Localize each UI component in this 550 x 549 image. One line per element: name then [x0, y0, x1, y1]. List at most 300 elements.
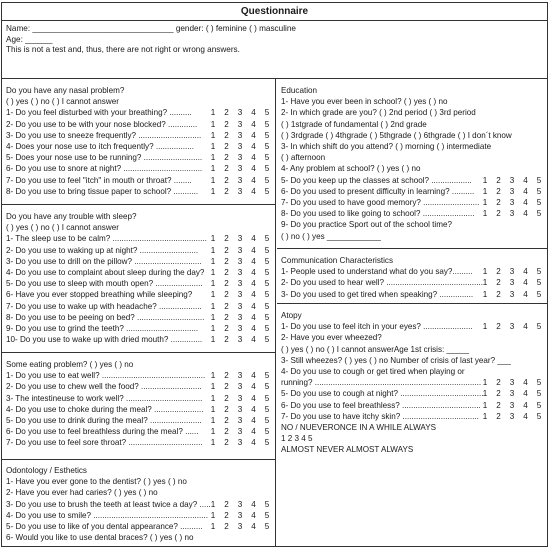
rating-option-4[interactable]: 4: [251, 108, 256, 118]
rating-option-4[interactable]: 4: [251, 324, 256, 334]
rating-option-1[interactable]: 1: [482, 322, 488, 332]
rating-option-2[interactable]: 2: [224, 175, 229, 185]
rating-option-5[interactable]: 5: [264, 427, 270, 437]
question-row: [6, 301, 272, 312]
rating-option-5[interactable]: 5: [536, 389, 542, 399]
rating-option-1[interactable]: 1: [482, 209, 488, 219]
question-text: 4- Do you use to complaint about sleep during the day?: [6, 268, 205, 278]
rating-option-5[interactable]: 5: [536, 198, 542, 208]
rating-option-2[interactable]: 2: [224, 382, 229, 392]
rating-option-1[interactable]: 1: [210, 164, 216, 174]
rating-option-4[interactable]: 4: [251, 312, 256, 322]
question-text: 9- Do you use to grind the teeth? ................................: [6, 324, 199, 334]
rating-option-5[interactable]: 5: [264, 324, 270, 334]
rating-scale[interactable]: [208, 256, 272, 267]
question-row: [281, 411, 544, 422]
rating-option-2[interactable]: 2: [496, 378, 501, 388]
rating-option-1[interactable]: 1: [482, 378, 488, 388]
rating-option-2[interactable]: 2: [496, 186, 501, 196]
rating-option-2[interactable]: 2: [224, 108, 229, 118]
rating-option-4[interactable]: 4: [251, 382, 256, 392]
rating-scale[interactable]: [208, 437, 272, 448]
rating-option-1[interactable]: 1: [210, 130, 216, 140]
rating-option-2[interactable]: 2: [224, 301, 229, 311]
rating-option-4[interactable]: 4: [523, 411, 528, 421]
rating-option-5[interactable]: 5: [264, 164, 270, 174]
question-row: [6, 487, 272, 498]
question-row: [6, 393, 272, 404]
rating-option-3[interactable]: 3: [237, 510, 243, 520]
question-row: [6, 521, 272, 532]
rating-scale[interactable]: [208, 393, 272, 404]
rating-option-1[interactable]: 1: [210, 245, 216, 255]
rating-option-2[interactable]: 2: [224, 416, 229, 426]
rating-scale[interactable]: [208, 119, 272, 130]
question-text: 3- Do you use to drill on the pillow? ..............................: [6, 256, 202, 266]
rating-option-4[interactable]: 4: [523, 378, 528, 388]
rating-scale[interactable]: [480, 208, 544, 219]
rating-option-2[interactable]: 2: [224, 290, 229, 300]
rating-option-2[interactable]: 2: [224, 335, 229, 345]
page-title: Questionnaire: [2, 3, 547, 21]
section-question: Education: [281, 86, 317, 95]
section-question: Some eating problem? ( ) yes ( ) no: [6, 360, 134, 369]
rating-option-3[interactable]: 3: [237, 186, 243, 196]
rating-option-1[interactable]: 1: [210, 256, 216, 266]
question-text: 1- Have you ever been in school? ( ) yes ( ) no: [281, 97, 448, 107]
rating-option-2[interactable]: 2: [224, 404, 229, 414]
question-row: [6, 141, 272, 152]
rating-option-3[interactable]: 3: [237, 382, 243, 392]
rating-option-4[interactable]: 4: [523, 186, 528, 196]
rating-option-4[interactable]: 4: [251, 438, 256, 448]
rating-option-4[interactable]: 4: [251, 290, 256, 300]
rating-option-2[interactable]: 2: [224, 268, 229, 278]
rating-scale[interactable]: [480, 277, 544, 288]
rating-scale[interactable]: [208, 312, 272, 323]
rating-option-4[interactable]: 4: [251, 142, 256, 152]
rating-option-2[interactable]: 2: [224, 522, 229, 532]
rating-option-2[interactable]: 2: [496, 267, 501, 277]
rating-option-4[interactable]: 4: [251, 393, 256, 403]
rating-option-1[interactable]: 1: [210, 438, 216, 448]
question-row: [6, 278, 272, 289]
rating-option-1[interactable]: 1: [210, 301, 216, 311]
rating-option-4[interactable]: 4: [523, 209, 528, 219]
question-text: 2- Have you ever wheezed?: [281, 333, 382, 343]
rating-scale[interactable]: [208, 499, 272, 510]
rating-scale[interactable]: [480, 411, 544, 422]
rating-option-4[interactable]: 4: [251, 427, 256, 437]
rating-option-1[interactable]: 1: [210, 119, 216, 129]
section-question: Odontology / Esthetics: [6, 466, 87, 475]
rating-option-5[interactable]: 5: [536, 175, 542, 185]
question-text: 3- Still wheezes? ( ) yes ( ) no Number of crisis of last year? ___: [281, 355, 511, 365]
rating-option-3[interactable]: 3: [509, 186, 515, 196]
question-row: [281, 186, 544, 197]
rating-scale[interactable]: [208, 186, 272, 197]
rating-option-4[interactable]: 4: [523, 267, 528, 277]
rating-option-3[interactable]: 3: [237, 164, 243, 174]
rating-option-2[interactable]: 2: [224, 279, 229, 289]
rating-option-5[interactable]: 5: [264, 268, 270, 278]
rating-option-4[interactable]: 4: [251, 186, 256, 196]
rating-option-3[interactable]: 3: [509, 411, 515, 421]
rating-option-3[interactable]: 3: [509, 289, 515, 299]
rating-option-3[interactable]: 3: [237, 245, 243, 255]
rating-option-1[interactable]: 1: [210, 290, 216, 300]
rating-option-5[interactable]: 5: [536, 209, 542, 219]
rating-option-5[interactable]: 5: [264, 312, 270, 322]
rating-option-4[interactable]: 4: [251, 164, 256, 174]
rating-option-1[interactable]: 1: [210, 324, 216, 334]
rating-option-5[interactable]: 5: [264, 510, 270, 520]
rating-option-5[interactable]: 5: [536, 267, 542, 277]
rating-scale[interactable]: [208, 381, 272, 392]
rating-scale[interactable]: [208, 521, 272, 532]
rating-option-4[interactable]: 4: [523, 278, 528, 288]
rating-option-3[interactable]: 3: [237, 427, 243, 437]
rating-option-5[interactable]: 5: [536, 378, 542, 388]
rating-option-4[interactable]: 4: [523, 289, 528, 299]
rating-option-1[interactable]: 1: [210, 312, 216, 322]
rating-option-2[interactable]: 2: [496, 278, 501, 288]
question-row: [6, 510, 272, 521]
rating-option-4[interactable]: 4: [251, 522, 256, 532]
rating-option-3[interactable]: 3: [509, 267, 515, 277]
rating-option-3[interactable]: 3: [237, 268, 243, 278]
rating-option-5[interactable]: 5: [536, 322, 542, 332]
rating-option-1[interactable]: 1: [482, 411, 488, 421]
rating-option-1[interactable]: 1: [210, 499, 216, 509]
rating-option-5[interactable]: 5: [536, 186, 542, 196]
question-row: [6, 152, 272, 163]
rating-option-1[interactable]: 1: [210, 186, 216, 196]
rating-option-1[interactable]: 1: [482, 289, 488, 299]
question-row: [6, 233, 272, 244]
rating-option-2[interactable]: 2: [224, 186, 229, 196]
rating-option-2[interactable]: 2: [496, 322, 501, 332]
rating-option-1[interactable]: 1: [210, 393, 216, 403]
rating-option-4[interactable]: 4: [251, 119, 256, 129]
rating-option-5[interactable]: 5: [264, 404, 270, 414]
rating-option-4[interactable]: 4: [251, 416, 256, 426]
rating-option-4[interactable]: 4: [251, 510, 256, 520]
rating-option-3[interactable]: 3: [237, 290, 243, 300]
rating-option-4[interactable]: 4: [251, 335, 256, 345]
rating-scale[interactable]: [480, 175, 544, 186]
rating-option-3[interactable]: 3: [237, 119, 243, 129]
rating-option-2[interactable]: 2: [224, 142, 229, 152]
rating-option-1[interactable]: 1: [482, 278, 488, 288]
rating-scale[interactable]: [208, 163, 272, 174]
rating-option-5[interactable]: 5: [264, 130, 270, 140]
rating-scale[interactable]: [208, 233, 272, 244]
question-row: [281, 321, 544, 332]
rating-option-3[interactable]: 3: [509, 209, 515, 219]
rating-option-5[interactable]: 5: [264, 290, 270, 300]
question-row: [6, 119, 272, 130]
rating-option-5[interactable]: 5: [264, 245, 270, 255]
section-question: Do you have any trouble with sleep?: [6, 212, 137, 221]
question-row: [6, 334, 272, 345]
question-text: 8- Do you used to like going to school? .......................: [281, 209, 475, 219]
rating-option-3[interactable]: 3: [237, 522, 243, 532]
rating-option-3[interactable]: 3: [509, 389, 515, 399]
question-text: 1- Do you feel disturbed with your breathing? ..........: [6, 108, 192, 118]
rating-option-5[interactable]: 5: [264, 234, 270, 244]
rating-scale[interactable]: [208, 130, 272, 141]
question-row: [281, 400, 544, 411]
rating-option-4[interactable]: 4: [251, 301, 256, 311]
age-line: Age: ______: [6, 34, 53, 44]
rating-option-2[interactable]: 2: [224, 499, 229, 509]
rating-option-2[interactable]: 2: [224, 119, 229, 129]
rating-option-3[interactable]: 3: [237, 371, 243, 381]
rating-option-2[interactable]: 2: [224, 245, 229, 255]
question-text: 6- Have you ever stopped breathing while sleeping?: [6, 290, 193, 300]
rating-option-5[interactable]: 5: [264, 499, 270, 509]
question-text: 1- Do you use to feel itch in your eyes? ......................: [281, 322, 473, 332]
rating-option-4[interactable]: 4: [251, 499, 256, 509]
question-text: 4- Any problem at school? ( ) yes ( ) no: [281, 164, 421, 174]
rating-option-2[interactable]: 2: [496, 400, 501, 410]
rating-option-1[interactable]: 1: [210, 427, 216, 437]
rating-option-2[interactable]: 2: [224, 153, 229, 163]
question-row: [281, 377, 544, 388]
rating-scale[interactable]: [208, 267, 272, 278]
rating-option-1[interactable]: 1: [210, 153, 216, 163]
rating-scale[interactable]: [480, 186, 544, 197]
rating-option-2[interactable]: 2: [224, 324, 229, 334]
question-text: 5- Do you use to drink during the meal? .......................: [6, 416, 202, 426]
rating-scale[interactable]: [208, 415, 272, 426]
rating-option-2[interactable]: 2: [224, 256, 229, 266]
rating-option-1[interactable]: 1: [210, 510, 216, 520]
question-text: 3- Do you use to brush the teeth at least twice a day? .....: [6, 499, 211, 509]
rating-option-3[interactable]: 3: [237, 404, 243, 414]
rating-scale[interactable]: [208, 370, 272, 381]
question-text: 2- Do you use to be with your nose blocked? .............: [6, 119, 198, 129]
rating-option-4[interactable]: 4: [251, 279, 256, 289]
rating-option-3[interactable]: 3: [237, 335, 243, 345]
rating-scale[interactable]: [208, 107, 272, 118]
rating-option-4[interactable]: 4: [523, 198, 528, 208]
rating-scale[interactable]: [208, 510, 272, 521]
rating-option-5[interactable]: 5: [264, 186, 270, 196]
question-row: [6, 186, 272, 197]
rating-option-3[interactable]: 3: [237, 256, 243, 266]
question-text: 9- Do you practice Sport out of the school time?: [281, 220, 452, 230]
rating-option-4[interactable]: 4: [523, 400, 528, 410]
rating-option-5[interactable]: 5: [264, 256, 270, 266]
rating-option-3[interactable]: 3: [237, 324, 243, 334]
question-text: 2- Do you use to waking up at night? ..........................: [6, 245, 199, 255]
rating-option-5[interactable]: 5: [536, 289, 542, 299]
rating-scale[interactable]: [480, 377, 544, 388]
rating-scale[interactable]: [208, 141, 272, 152]
rating-option-4[interactable]: 4: [251, 153, 256, 163]
rating-option-3[interactable]: 3: [237, 416, 243, 426]
rating-option-5[interactable]: 5: [264, 416, 270, 426]
rating-option-3[interactable]: 3: [509, 198, 515, 208]
rating-option-1[interactable]: 1: [210, 175, 216, 185]
question-text: 7- Do you used to have good memory? .........................: [281, 198, 480, 208]
question-text: 3- Do you used to get tired when speaking? ...............: [281, 289, 474, 299]
rating-option-3[interactable]: 3: [237, 153, 243, 163]
rating-option-5[interactable]: 5: [264, 175, 270, 185]
rating-option-3[interactable]: 3: [237, 279, 243, 289]
rating-option-5[interactable]: 5: [264, 279, 270, 289]
rating-option-4[interactable]: 4: [523, 389, 528, 399]
rating-option-3[interactable]: 3: [509, 400, 515, 410]
rating-option-4[interactable]: 4: [251, 404, 256, 414]
rating-option-2[interactable]: 2: [496, 389, 501, 399]
rating-scale[interactable]: [208, 245, 272, 256]
rating-option-2[interactable]: 2: [224, 371, 229, 381]
question-row: [6, 499, 272, 510]
rating-option-3[interactable]: 3: [509, 322, 515, 332]
rating-option-1[interactable]: 1: [482, 400, 488, 410]
rating-scale[interactable]: [480, 321, 544, 332]
rating-option-3[interactable]: 3: [237, 108, 243, 118]
rating-option-1[interactable]: 1: [482, 175, 488, 185]
rating-option-5[interactable]: 5: [264, 301, 270, 311]
rating-option-1[interactable]: 1: [210, 234, 216, 244]
rating-option-3[interactable]: 3: [509, 378, 515, 388]
rating-option-5[interactable]: 5: [264, 438, 270, 448]
rating-option-4[interactable]: 4: [251, 130, 256, 140]
rating-scale[interactable]: [208, 175, 272, 186]
rating-option-2[interactable]: 2: [496, 209, 501, 219]
rating-option-3[interactable]: 3: [509, 278, 515, 288]
rating-option-3[interactable]: 3: [237, 393, 243, 403]
rating-option-4[interactable]: 4: [523, 175, 528, 185]
rating-option-1[interactable]: 1: [210, 522, 216, 532]
rating-option-4[interactable]: 4: [251, 371, 256, 381]
rating-option-2[interactable]: 2: [224, 510, 229, 520]
question-text: 4- Do you use to smile? ...................................................: [6, 510, 208, 520]
rating-option-2[interactable]: 2: [496, 198, 501, 208]
rating-scale[interactable]: [480, 289, 544, 300]
rating-option-3[interactable]: 3: [237, 130, 243, 140]
rating-scale[interactable]: [208, 301, 272, 312]
rating-option-5[interactable]: 5: [264, 142, 270, 152]
rating-option-4[interactable]: 4: [251, 256, 256, 266]
rating-scale[interactable]: [208, 323, 272, 334]
rating-option-3[interactable]: 3: [237, 301, 243, 311]
rating-option-1[interactable]: 1: [210, 382, 216, 392]
rating-option-5[interactable]: 5: [264, 153, 270, 163]
rating-option-3[interactable]: 3: [237, 438, 243, 448]
rating-option-1[interactable]: 1: [210, 108, 216, 118]
rating-option-2[interactable]: 2: [496, 175, 501, 185]
question-row: [281, 119, 544, 130]
question-row: [6, 245, 272, 256]
rating-option-2[interactable]: 2: [224, 130, 229, 140]
question-row: [281, 332, 544, 343]
rating-option-1[interactable]: 1: [482, 186, 488, 196]
rating-option-4[interactable]: 4: [251, 245, 256, 255]
rating-option-1[interactable]: 1: [482, 198, 488, 208]
question-text: 5- Do you keep up the classes at school? ..................: [281, 175, 472, 185]
rating-scale[interactable]: [208, 278, 272, 289]
rating-scale[interactable]: [208, 289, 272, 300]
rating-option-5[interactable]: 5: [536, 400, 542, 410]
rating-option-5[interactable]: 5: [264, 393, 270, 403]
rating-option-2[interactable]: 2: [224, 438, 229, 448]
rating-option-1[interactable]: 1: [210, 404, 216, 414]
rating-option-1[interactable]: 1: [210, 335, 216, 345]
rating-option-2[interactable]: 2: [224, 234, 229, 244]
rating-option-4[interactable]: 4: [251, 268, 256, 278]
question-row: [281, 366, 544, 377]
answer-options: ( ) yes ( ) no ( ) I cannot answer: [6, 97, 119, 107]
rating-option-4[interactable]: 4: [523, 322, 528, 332]
rating-option-2[interactable]: 2: [224, 312, 229, 322]
rating-option-4[interactable]: 4: [251, 234, 256, 244]
rating-scale[interactable]: [480, 400, 544, 411]
rating-option-5[interactable]: 5: [264, 371, 270, 381]
rating-option-1[interactable]: 1: [210, 142, 216, 152]
rating-option-3[interactable]: 3: [237, 142, 243, 152]
rating-option-2[interactable]: 2: [224, 164, 229, 174]
rating-option-5[interactable]: 5: [264, 382, 270, 392]
communication-section: [277, 249, 547, 304]
rating-scale[interactable]: [480, 388, 544, 399]
rating-option-1[interactable]: 1: [210, 371, 216, 381]
rating-option-5[interactable]: 5: [264, 108, 270, 118]
rating-option-3[interactable]: 3: [237, 312, 243, 322]
question-row: [6, 437, 272, 448]
rating-option-2[interactable]: 2: [224, 427, 229, 437]
question-text: 6- Do you used to present difficulty in learning? ..........: [281, 186, 475, 196]
rating-option-1[interactable]: 1: [210, 279, 216, 289]
rating-scale[interactable]: [208, 334, 272, 345]
rating-option-5[interactable]: 5: [536, 278, 542, 288]
question-row: [281, 152, 544, 163]
question-text: 1- Do you use to eat well? ..............................................: [6, 371, 206, 381]
rating-scale[interactable]: [480, 266, 544, 277]
rating-option-5[interactable]: 5: [264, 335, 270, 345]
rating-scale[interactable]: [208, 152, 272, 163]
rating-option-2[interactable]: 2: [496, 411, 501, 421]
rating-option-1[interactable]: 1: [482, 267, 488, 277]
rating-scale[interactable]: [480, 197, 544, 208]
rating-option-2[interactable]: 2: [224, 393, 229, 403]
nasal-section: [2, 79, 275, 205]
rating-option-1[interactable]: 1: [210, 416, 216, 426]
rating-option-3[interactable]: 3: [237, 234, 243, 244]
rating-option-3[interactable]: 3: [509, 175, 515, 185]
question-row: [6, 256, 272, 267]
rating-option-5[interactable]: 5: [264, 522, 270, 532]
rating-option-5[interactable]: 5: [264, 119, 270, 129]
rating-option-1[interactable]: 1: [482, 389, 488, 399]
instruction-line: This is not a test and, thus, there are not right or wrong answers.: [6, 45, 240, 55]
rating-scale[interactable]: [208, 426, 272, 437]
question-row: [281, 175, 544, 186]
rating-scale[interactable]: [208, 404, 272, 415]
question-row: [281, 219, 544, 230]
rating-option-2[interactable]: 2: [496, 289, 501, 299]
rating-option-1[interactable]: 1: [210, 268, 216, 278]
rating-option-4[interactable]: 4: [251, 175, 256, 185]
rating-option-3[interactable]: 3: [237, 499, 243, 509]
question-text: 7- Do you use to wake up with headache? ...................: [6, 301, 202, 311]
rating-option-5[interactable]: 5: [536, 411, 542, 421]
rating-option-3[interactable]: 3: [237, 175, 243, 185]
